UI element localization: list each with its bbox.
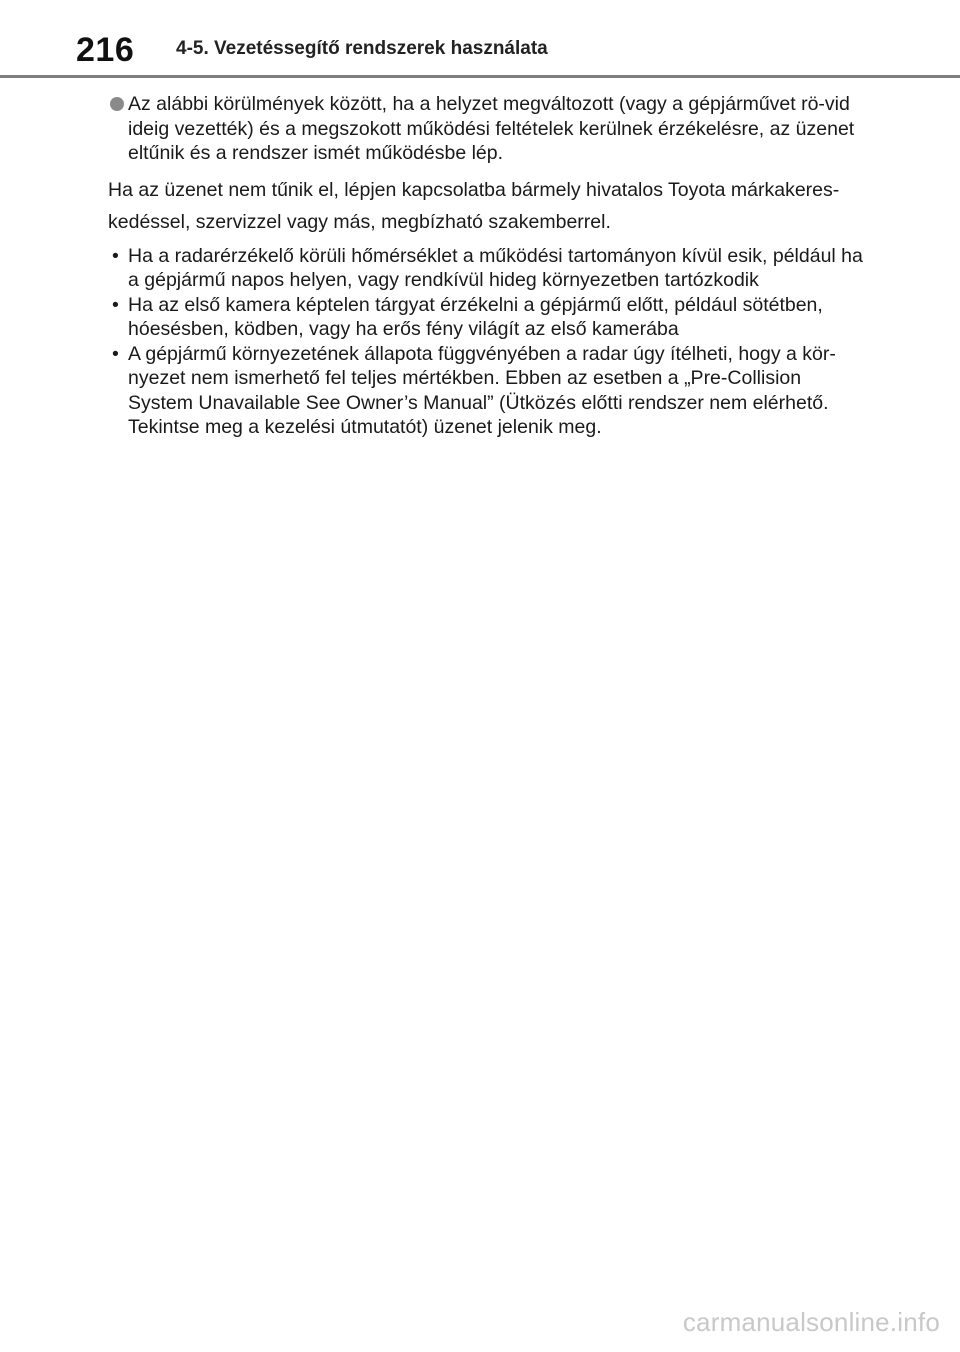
bullet-paragraph <box>108 92 864 166</box>
list-item-text: Ha a radarérzékelő körüli hőmérséklet a működési tartományon kívül esik, például ha a gépjármű napos helyen, vagy rendkívül hideg környezetben tartózkodik <box>128 244 863 291</box>
list-item <box>108 342 864 440</box>
list-item-text: Ha az első kamera képtelen tárgyat érzékelni a gépjármű előtt, például sötétben, hóesésben, ködben, vagy ha erős fény világít az első kamerába <box>128 293 823 340</box>
list-marker: • <box>112 244 119 267</box>
list-item-text: A gépjármű környezetének állapota függvényében a radar úgy ítélheti, hogy a kör-nyezet nem ismerhető fel teljes mértékben. Ebben az esetben a „Pre-Collision System Unavailable See Owner’s Manual” (Ütközés előtti rendszer nem elérhető. Tekintse meg a kezelési útmutatót) üzenet jelenik meg. <box>128 342 836 438</box>
watermark-link[interactable]: carmanualsonline.info <box>682 1307 940 1337</box>
condition-list <box>108 244 864 440</box>
header-divider <box>0 75 960 78</box>
list-marker: • <box>112 293 119 316</box>
section-title: 4-5. Vezetéssegítő rendszerek használata <box>176 38 548 59</box>
page-number: 216 <box>76 31 135 69</box>
bullet-paragraph-text: Az alábbi körülmények között, ha a helyzet megváltozott (vagy a gépjárművet rö-vid ideig vezették) és a megszokott működési feltételek kerülnek érzékelésre, az üzenet eltűnik és a rendszer ismét működésbe lép. <box>128 93 855 164</box>
body-paragraph: Ha az üzenet nem tűnik el, lépjen kapcsolatba bármely hivatalos Toyota márkakeres-kedéssel, szervizzel vagy más, megbízható szakemberrel. <box>108 178 840 233</box>
filled-circle-icon <box>110 97 124 111</box>
page-content <box>108 92 864 440</box>
list-marker: • <box>112 342 119 365</box>
page-header <box>0 0 960 80</box>
list-item <box>108 244 864 293</box>
list-item <box>108 293 864 342</box>
